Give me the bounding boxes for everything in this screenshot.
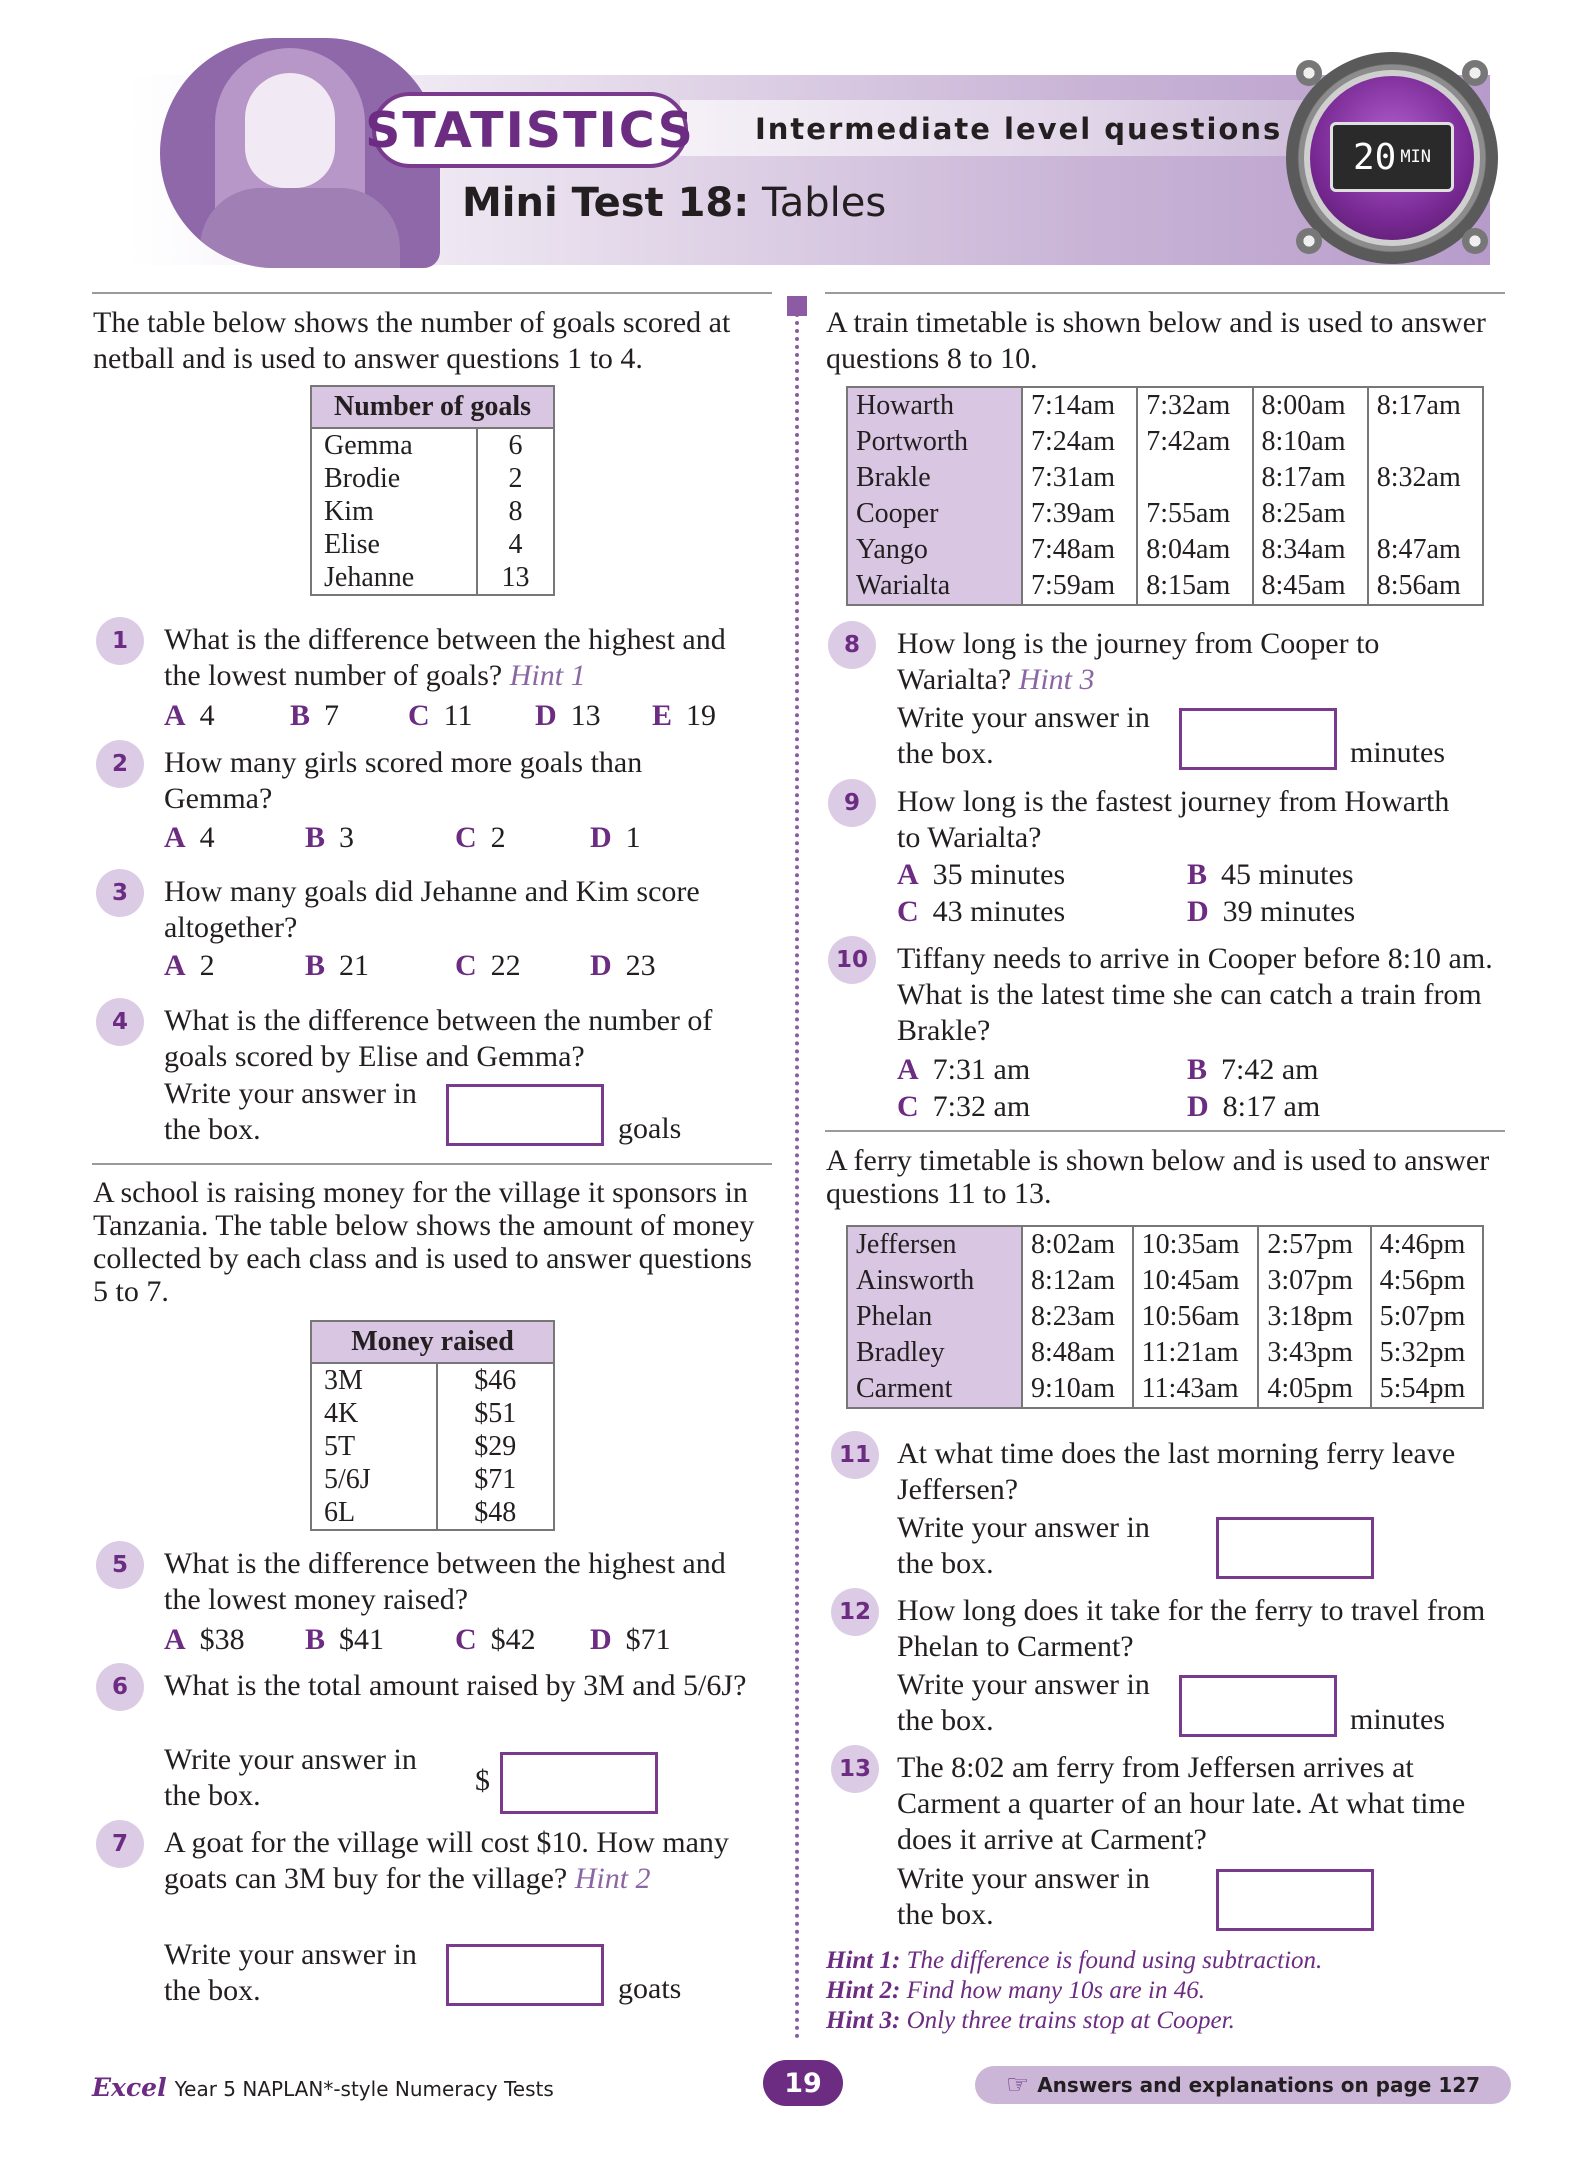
answer-box-13[interactable] [1216, 1869, 1374, 1931]
hint-1: Hint 1: The difference is found using subtraction. [826, 1947, 1323, 1974]
hint-3: Hint 3: Only three trains stop at Cooper. [826, 2007, 1235, 2034]
excel-logo: Excel [92, 2073, 167, 2102]
table-row: Howarth 7:14am 7:32am 8:00am 8:17am [847, 387, 1483, 424]
answer-box-12[interactable] [1179, 1675, 1337, 1737]
table-row: Portworth 7:24am 7:42am 8:10am [847, 424, 1483, 460]
table-row: Warialta 7:59am 8:15am 8:45am 8:56am [847, 568, 1483, 605]
question-number-4: 4 [96, 998, 144, 1046]
option-10c[interactable]: C 7:32 am [897, 1090, 1031, 1123]
option-5c[interactable]: C $42 [455, 1623, 536, 1656]
unit-label: goals [618, 1112, 682, 1145]
table-row: 6L $48 [311, 1496, 554, 1530]
money-table [310, 1320, 555, 1531]
hint-link[interactable]: Hint 2 [574, 1862, 651, 1895]
page-number: 19 [763, 2060, 843, 2106]
table-row: Brodie 2 [311, 462, 554, 495]
table-row: Carment 9:10am 11:43am 4:05pm 5:54pm [847, 1371, 1483, 1408]
answers-link[interactable]: ☞ Answers and explanations on page 127 [975, 2066, 1511, 2104]
divider [92, 292, 772, 294]
answer-box-4[interactable] [446, 1084, 604, 1146]
table-row: Brakle 7:31am 8:17am 8:32am [847, 460, 1483, 496]
table-row: Elise 4 [311, 528, 554, 561]
option-9c[interactable]: C 43 minutes [897, 895, 1066, 928]
table-row: Cooper 7:39am 7:55am 8:25am [847, 496, 1483, 532]
table-row: Ainsworth 8:12am 10:45am 3:07pm 4:56pm [847, 1263, 1483, 1299]
unit-label: goats [618, 1972, 682, 2005]
option-3d[interactable]: D 23 [590, 949, 656, 982]
goals-table [310, 385, 555, 596]
question-10: Tiffany needs to arrive in Cooper before 8:10 am. What is the latest time she can catch a train from Brakle? [897, 942, 1493, 1047]
question-8: How long is the journey from Cooper to Warialta? Hint 3 [897, 627, 1380, 696]
divider [92, 1163, 772, 1165]
option-3b[interactable]: B 21 [305, 949, 370, 982]
answer-box-7[interactable] [446, 1944, 604, 2006]
option-1e[interactable]: E 19 [652, 699, 717, 732]
option-9a[interactable]: A 35 minutes [897, 858, 1066, 891]
write-answer-label: Write your answer in the box. [897, 701, 1150, 770]
table-row: Gemma 6 [311, 428, 554, 462]
option-10b[interactable]: B 7:42 am [1187, 1053, 1319, 1086]
write-answer-label: Write your answer in the box. [897, 1862, 1150, 1931]
question-number-13: 13 [831, 1745, 879, 1793]
option-1a[interactable]: A 4 [164, 699, 215, 732]
question-13: The 8:02 am ferry from Jeffersen arrives at Carment a quarter of an hour late. At what time does it arrive at Carment? [897, 1751, 1466, 1856]
pointing-hand-icon: ☞ [1005, 2070, 1030, 2100]
option-2a[interactable]: A 4 [164, 821, 215, 854]
question-number-11: 11 [831, 1431, 879, 1479]
option-1c[interactable]: C 11 [408, 699, 473, 732]
question-6: What is the total amount raised by 3M and 5/6J? [164, 1669, 747, 1702]
question-number-5: 5 [96, 1541, 144, 1589]
currency-prefix: $ [475, 1764, 490, 1797]
answer-box-8[interactable] [1179, 708, 1337, 770]
option-9d[interactable]: D 39 minutes [1187, 895, 1356, 928]
question-number-10: 10 [828, 936, 876, 984]
table-row: 3M $46 [311, 1363, 554, 1397]
intro-goals: The table below shows the number of goals scored at netball and is used to answer questions 1 to 4. [93, 306, 731, 375]
hint-2: Hint 2: Find how many 10s are in 46. [826, 1977, 1205, 2004]
table-row: Kim 8 [311, 495, 554, 528]
table-row: 5T $29 [311, 1430, 554, 1463]
subject-badge: STATISTICS [372, 92, 688, 168]
option-1d[interactable]: D 13 [535, 699, 601, 732]
question-number-12: 12 [831, 1588, 879, 1636]
table-row: Jeffersen 8:02am 10:35am 2:57pm 4:46pm [847, 1226, 1483, 1263]
option-2c[interactable]: C 2 [455, 821, 506, 854]
question-number-2: 2 [96, 740, 144, 788]
table-row: Jehanne 13 [311, 561, 554, 595]
question-7: A goat for the village will cost $10. How many goats can 3M buy for the village? Hint 2 [164, 1826, 729, 1895]
write-answer-label: Write your answer in the box. [897, 1668, 1150, 1737]
question-number-8: 8 [828, 621, 876, 669]
unit-label: minutes [1350, 1703, 1445, 1736]
footer-title: Excel Year 5 NAPLAN*-style Numeracy Tests [92, 2073, 554, 2102]
intro-ferry: A ferry timetable is shown below and is used to answer questions 11 to 13. [826, 1144, 1490, 1210]
answer-box-6[interactable] [500, 1752, 658, 1814]
option-5b[interactable]: B $41 [305, 1623, 385, 1656]
table-row: Bradley 8:48am 11:21am 3:43pm 5:32pm [847, 1335, 1483, 1371]
question-number-9: 9 [828, 779, 876, 827]
option-3c[interactable]: C 22 [455, 949, 521, 982]
table-header: Number of goals [311, 386, 554, 428]
option-9b[interactable]: B 45 minutes [1187, 858, 1354, 891]
option-3a[interactable]: A 2 [164, 949, 215, 982]
option-2b[interactable]: B 3 [305, 821, 355, 854]
question-2: How many girls scored more goals than Gemma? [164, 746, 643, 815]
divider [825, 1130, 1505, 1132]
question-number-1: 1 [96, 617, 144, 665]
question-11: At what time does the last morning ferry leave Jeffersen? [897, 1437, 1456, 1506]
question-3: How many goals did Jehanne and Kim score altogether? [164, 875, 700, 944]
hint-link[interactable]: Hint 1 [509, 659, 586, 692]
write-answer-label: Write your answer in the box. [164, 1077, 417, 1146]
question-1: What is the difference between the highest and the lowest number of goals? Hint 1 [164, 623, 726, 692]
intro-train: A train timetable is shown below and is used to answer questions 8 to 10. [826, 306, 1486, 375]
divider [825, 292, 1505, 294]
write-answer-label: Write your answer in the box. [164, 1743, 417, 1812]
question-number-6: 6 [96, 1663, 144, 1711]
table-row: Phelan 8:23am 10:56am 3:18pm 5:07pm [847, 1299, 1483, 1335]
option-2d[interactable]: D 1 [590, 821, 641, 854]
option-5a[interactable]: A $38 [164, 1623, 245, 1656]
option-5d[interactable]: D $71 [590, 1623, 671, 1656]
table-row: Yango 7:48am 8:04am 8:34am 8:47am [847, 532, 1483, 568]
train-timetable [846, 386, 1484, 606]
option-1b[interactable]: B 7 [290, 699, 340, 732]
table-row: 4K $51 [311, 1397, 554, 1430]
intro-money: A school is raising money for the village it sponsors in Tanzania. The table below shows the amount of money collected by each class and is used to answer questions 5 to 7. [93, 1176, 755, 1308]
question-12: How long does it take for the ferry to travel from Phelan to Carment? [897, 1594, 1486, 1663]
question-5: What is the difference between the highest and the lowest money raised? [164, 1547, 726, 1616]
question-number-3: 3 [96, 869, 144, 917]
level-label: Intermediate level questions [755, 112, 1283, 146]
table-row: 5/6J $71 [311, 1463, 554, 1496]
question-4: What is the difference between the number of goals scored by Elise and Gemma? [164, 1004, 713, 1073]
option-10d[interactable]: D 8:17 am [1187, 1090, 1321, 1123]
hint-link[interactable]: Hint 3 [1018, 663, 1095, 696]
write-answer-label: Write your answer in the box. [897, 1511, 1150, 1580]
write-answer-label: Write your answer in the box. [164, 1938, 417, 2007]
table-header: Money raised [311, 1321, 554, 1363]
question-9: How long is the fastest journey from Howarth to Warialta? [897, 785, 1450, 854]
ferry-timetable [846, 1225, 1484, 1409]
question-number-7: 7 [96, 1820, 144, 1868]
column-divider [795, 305, 799, 2040]
option-10a[interactable]: A 7:31 am [897, 1053, 1031, 1086]
unit-label: minutes [1350, 736, 1445, 769]
answer-box-11[interactable] [1216, 1517, 1374, 1579]
hints-list [826, 1946, 1322, 2036]
page-title: Mini Test 18: Tables [462, 180, 887, 226]
timer-display: 20 MIN [1330, 122, 1454, 192]
